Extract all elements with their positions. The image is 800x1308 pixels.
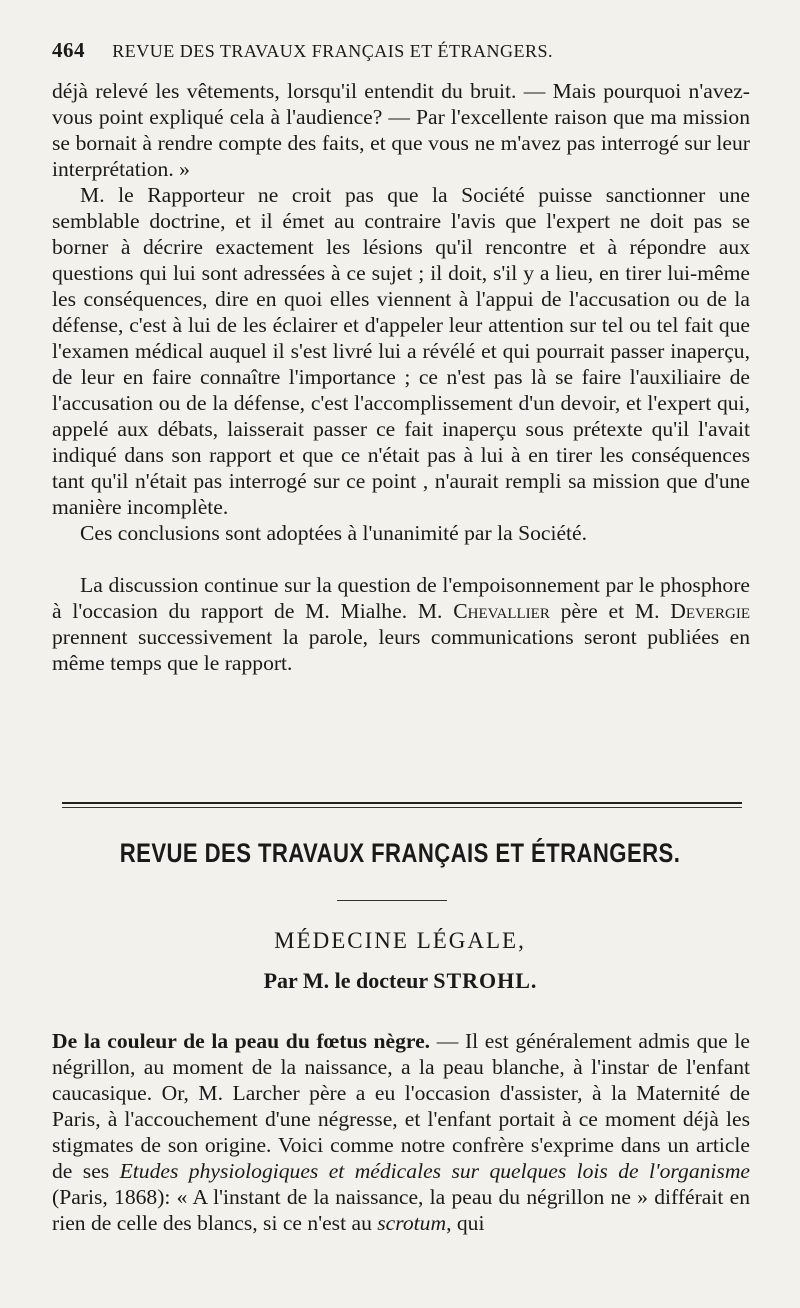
paragraph: M. le Rapporteur ne croit pas que la Société puisse sanctionner une semblable doctrine, et il émet au contraire l'avis que l'expert ne doit pas se borner à décrire exactement les lésions qu'il rencontre et à répondre aux questions qui lui sont adressées à ce sujet ; il doit, s'il y a lieu, en tirer lui-même les conséquences, dire en quoi elles viennent à l'appui de l'accusation ou de la défense, c'est à lui de les éclairer et d'appeler leur attention sur tel ou tel fait que l'examen médical auquel il s'est livré lui a révélé et qui pourrait passer inaperçu, de leur en faire connaître l'importance ; ce n'est pas là se faire l'auxiliaire de l'accusation ou de la défense, c'est l'accomplissement d'un devoir, et l'expert qui, appelé aux débats, laisserait passer ce fait inaperçu sous prétexte qu'il l'avait indiqué dans son rapport et que ce n'était pas à lui à en tirer les conséquences tant qu'il n'était pas interrogé sur ce point , n'aurait rempli sa mission que d'une manière incomplète. (52, 183, 750, 519)
text-run: (Paris, 1868): « A l'instant de la naissance, la peau du négrillon ne » différait en rien de celle des blancs, si ce n'est au (52, 1185, 750, 1235)
text-run: père et M. (549, 599, 671, 623)
article-heading: De la couleur de la peau du fœtus nègre. (52, 1029, 431, 1053)
text-run: La discussion continue sur la question de l'empoisonnement par le phosphore à l'occasion du rapport de M. Mialhe. M. (52, 573, 750, 623)
text-run: prennent successivement la parole, leurs communications seront publiées en même temps que le rapport. (52, 625, 750, 675)
page-number: 464 (52, 38, 85, 62)
section-title: REVUE DES TRAVAUX FRANÇAIS ET ÉTRANGERS. (119, 838, 681, 868)
paragraph (52, 572, 750, 676)
person-name: Devergie (670, 599, 750, 623)
article-text (52, 1028, 750, 1236)
body-text (52, 78, 750, 676)
author-name: STROHL (433, 968, 531, 993)
paragraph: Ces conclusions sont adoptées à l'unanimité par la Société. (80, 521, 588, 545)
book-title: Etudes physiologiques et médicales sur quelques lois de l'organisme (119, 1159, 751, 1183)
section-divider (62, 802, 742, 804)
byline-suffix: . (530, 968, 537, 993)
byline-prefix: Par M. le docteur (263, 968, 434, 993)
short-divider (337, 900, 447, 901)
person-name: Chevallier (453, 599, 550, 623)
section-divider (62, 807, 742, 808)
italic-term: scrotum (377, 1211, 447, 1235)
paragraph: déjà relevé les vêtements, lorsqu'il entendit du bruit. — Mais pourquoi n'avez-vous point expliqué cela à l'audience? — Par l'excellente raison que ma mission se bornait à rendre compte des faits, et que vous ne m'avez pas interrogé sur leur interprétation. » (52, 79, 750, 181)
byline (0, 968, 800, 994)
running-header (52, 38, 752, 63)
running-title: REVUE DES TRAVAUX FRANÇAIS ET ÉTRANGERS. (112, 41, 553, 61)
text-run: , qui (446, 1211, 485, 1235)
text-run: — Il est généralement admis que le négrillon, au moment de la naissance, a la peau blanche, à l'instar de l'enfant caucasique. Or, M. Larcher père a eu l'occasion d'assister, à la Maternité de Paris, à l'accouchement d'une négresse, et l'enfant portait à ce moment déjà les stigmates de son origine. Voici comme notre confrère s'exprime dans un article de ses (52, 1029, 750, 1183)
subsection-title: MÉDECINE LÉGALE, (274, 928, 526, 953)
